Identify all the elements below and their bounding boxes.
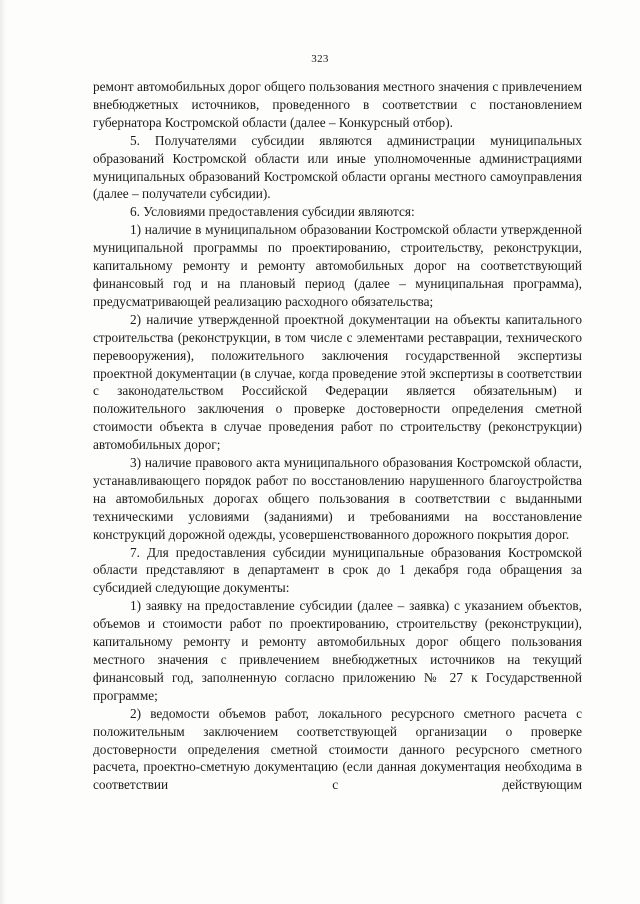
page-number: 323 bbox=[311, 53, 329, 65]
paragraph-continuation: ремонт автомобильных дорог общего пользования местного значения с привлечением внебюджетных источников, проведенного в соответствии с постановлением губернатора Костромской области (далее – Конкурсный отбор). bbox=[93, 79, 582, 130]
paragraph-item-5: 5. Получателями субсидии являются администрации муниципальных образований Костромской области или иные уполномоченные администрациями муниципальных образований Костромской области органы местного самоуправления (далее – получатели субсидии). bbox=[93, 132, 582, 202]
scan-edge-shadow bbox=[0, 0, 6, 904]
paragraph-document-2: 2) ведомости объемов работ, локального ресурсного сметного расчета с положительным заключением соответствующей организации о проверке достоверности определения сметной стоимости данного ресурсного сметного расчета, проектно-сметную документацию (если данная документация необходима в соответствии с действующим bbox=[93, 705, 582, 793]
paragraph-condition-3: 3) наличие правового акта муниципального образования Костромской области, устанавливающего порядок работ по восстановлению нарушенного благоустройства на автомобильных дорогах общего пользования в соответствии с выданными техническими условиями (заданиями) и требованиями на восстановление конструкций дорожной одежды, усовершенствованного дорожного покрытия дорог. bbox=[93, 455, 582, 542]
paragraph-condition-2: 2) наличие утвержденной проектной документации на объекты капитального строительства (реконструкции, в том числе с элементами реставрации, технического перевооружения), положительного заключения государственной экспертизы проектной документации (в случае, когда проведение этой экспертизы в соответствии с законодательством Российской Федерации является обязательным) и положительного заключения о проверке достоверности определения сметной стоимости объекта в случае проведения работ по строительству (реконструкции) автомобильных дорог; bbox=[93, 311, 582, 453]
paragraph-item-7: 7. Для предоставления субсидии муниципальные образования Костромской области представляют в департамент в срок до 1 декабря года обращения за субсидией следующие документы: bbox=[93, 544, 582, 596]
paragraph-condition-1: 1) наличие в муниципальном образовании Костромской области утвержденной муниципальной программы по проектированию, строительству, реконструкции, капитальному ремонту и ремонту автомобильных дорог на соответствующий финансовый год и на плановый период (далее – муниципальная программа), предусматривающей реализацию расходного обязательства; bbox=[93, 222, 582, 309]
paragraph-document-1: 1) заявку на предоставление субсидии (далее – заявка) с указанием объектов, объемов и стоимости работ по проектированию, строительству (реконструкции), капитальному ремонту и ремонту автомобильных дорог общего пользования местного значения с привлечением внебюджетных источников на текущий финансовый год, заполненную согласно приложению № 27 к Государственной программе; bbox=[93, 598, 582, 703]
paragraph-item-6: 6. Условиями предоставления субсидии являются: bbox=[130, 204, 415, 220]
document-body bbox=[93, 78, 582, 794]
